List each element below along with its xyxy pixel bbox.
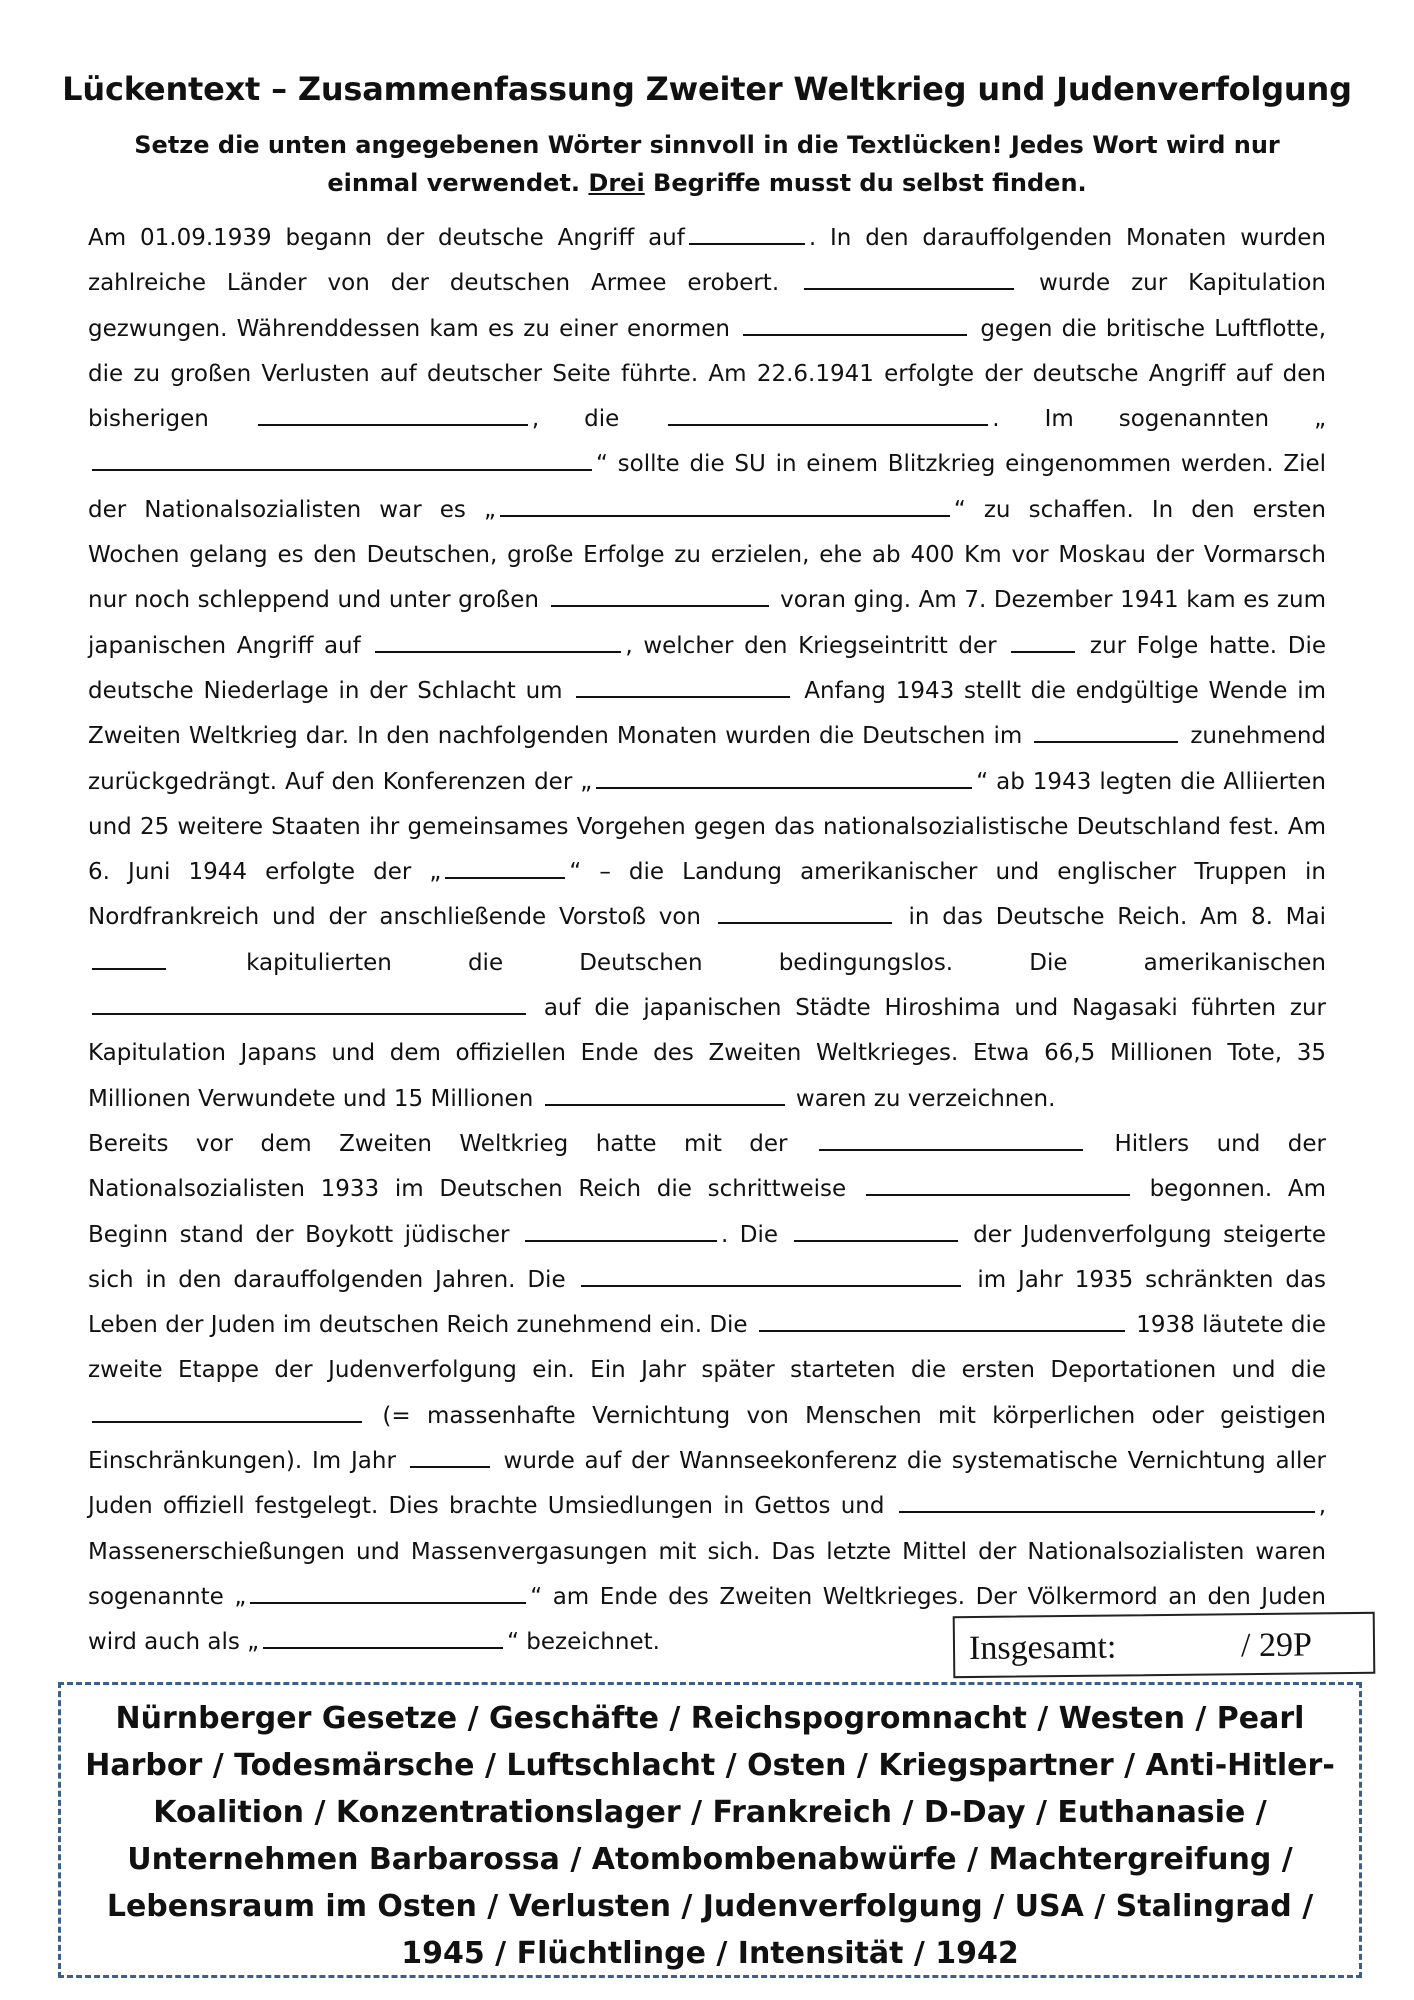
cloze-text bbox=[88, 216, 1326, 1666]
score-box[interactable] bbox=[953, 1612, 1376, 1678]
gap-19[interactable] bbox=[819, 1129, 1083, 1151]
gap-24[interactable] bbox=[759, 1310, 1125, 1332]
instructions bbox=[90, 126, 1324, 202]
gap-5[interactable] bbox=[668, 404, 988, 426]
gap-11[interactable] bbox=[576, 676, 790, 698]
text-segment: “ sollte die SU in einem Blitzkrieg eingenommen werden. Ziel der Nationalsozialisten war es „ bbox=[88, 451, 1326, 523]
score-points: / 29P bbox=[1240, 1626, 1313, 1665]
text-segment: wurde auf der Wannseekonferenz die systematische Vernichtung aller Juden offiziell festgelegt. Dies brachte Umsiedlungen in Gettos und bbox=[88, 1448, 1327, 1520]
gap-21[interactable] bbox=[525, 1220, 717, 1242]
gap-10[interactable] bbox=[1011, 631, 1075, 653]
text-segment: (= massenhafte Vernichtung von Menschen mit körperlichen oder geistigen Einschränkungen). Im Jahr bbox=[88, 1402, 1327, 1475]
text-segment: waren zu verzeichnen. bbox=[795, 1085, 1056, 1112]
paragraph-ww2 bbox=[88, 216, 1326, 1122]
text-segment: . Im sogenannten „ bbox=[992, 406, 1327, 433]
text-segment: , die bbox=[531, 406, 620, 433]
text-segment: 1938 läutete die zweite Etappe der Judenverfolgung ein. Ein Jahr später starteten die ersten Deportationen und die bbox=[88, 1312, 1327, 1384]
text-segment: , welcher den Kriegseintritt der bbox=[625, 632, 997, 659]
text-segment: zur Folge hatte. Die deutsche Niederlage in der Schlacht um bbox=[88, 632, 1326, 704]
text-segment: der Judenverfolgung steigerte sich in den darauffolgenden Jahren. Die bbox=[88, 1221, 1327, 1293]
worksheet-title: Lückentext – Zusammenfassung Zweiter Weltkrieg und Judenverfolgung bbox=[62, 70, 1352, 108]
gap-14[interactable] bbox=[445, 857, 565, 879]
instructions-part2: Begriffe musst du selbst finden. bbox=[653, 169, 1087, 197]
text-segment: “ am Ende des Zweiten Weltkrieges. Der Völkermord an den Juden wird auch als „ bbox=[88, 1583, 1326, 1656]
gap-22[interactable] bbox=[794, 1220, 958, 1242]
text-segment: “ zu schaffen. In den ersten Wochen gelang es den Deutschen, große Erfolge zu erzielen, ehe ab 400 Km vor Moskau der Vormarsch nur noch schleppend und unter großen bbox=[88, 496, 1327, 614]
gap-15[interactable] bbox=[718, 902, 892, 924]
text-segment: zunehmend zurückgedrängt. Auf den Konferenzen der „ bbox=[88, 723, 1327, 795]
gap-16[interactable] bbox=[92, 948, 166, 970]
gap-13[interactable] bbox=[596, 767, 972, 789]
text-segment: wurde zur Kapitulation gezwungen. Währenddessen kam es zu einer enormen bbox=[88, 270, 1327, 342]
gap-9[interactable] bbox=[375, 631, 621, 653]
text-segment: Anfang 1943 stellt die endgültige Wende im Zweiten Weltkrieg dar. In den nachfolgenden Monaten wurden die Deutschen im bbox=[88, 677, 1327, 750]
text-segment: Bereits vor dem Zweiten Weltkrieg hatte mit der bbox=[88, 1130, 788, 1157]
word-bank-list: Nürnberger Gesetze / Geschäfte / Reichspogromnacht / Westen / Pearl Harbor / Todesmärsche / Luftschlacht / Osten / Kriegspartner / Anti-Hitler-Koalition / Konzentrationslager / Frankreich / D-Day / Euthanasie / Unternehmen Barbarossa / Atombombenabwürfe / Machtergreifung / Lebensraum im Osten / Verlusten / Judenverfolgung / USA / Stalingrad / 1945 / Flüchtlinge / Intensität / 1942 bbox=[85, 1701, 1335, 1971]
gap-27[interactable] bbox=[899, 1491, 1315, 1513]
text-segment: in das Deutsche Reich. Am 8. Mai bbox=[908, 904, 1326, 931]
gap-1[interactable] bbox=[689, 223, 805, 245]
gap-18[interactable] bbox=[545, 1084, 785, 1106]
text-segment: voran ging. Am 7. Dezember 1941 kam es zum japanischen Angriff auf bbox=[88, 587, 1326, 659]
gap-29[interactable] bbox=[263, 1627, 503, 1649]
gap-17[interactable] bbox=[92, 993, 526, 1015]
instructions-part1: Setze die unten angegebenen Wörter sinnvoll in die Textlücken! Jedes Wort wird nur einmal verwendet. bbox=[134, 131, 1280, 197]
paragraph-persecution bbox=[88, 1122, 1326, 1666]
text-segment: . Die bbox=[720, 1221, 779, 1248]
gap-6[interactable] bbox=[92, 449, 592, 471]
text-segment: Am 01.09.1939 begann der deutsche Angriff auf bbox=[88, 225, 685, 251]
text-segment: , Massenerschießungen und Massenvergasungen mit sich. Das letzte Mittel der Nationalsozialisten waren sogenannte „ bbox=[88, 1493, 1327, 1610]
instructions-underlined-word: Drei bbox=[588, 169, 645, 197]
text-segment: Hitlers und der Nationalsozialisten 1933 im Deutschen Reich die schrittweise bbox=[88, 1130, 1327, 1203]
text-segment: kapitulierten die Deutschen bedingungslos. Die amerikanischen bbox=[246, 949, 1326, 976]
gap-12[interactable] bbox=[1034, 721, 1178, 743]
gap-3[interactable] bbox=[743, 314, 967, 336]
score-label: Insgesamt: bbox=[968, 1628, 1117, 1668]
text-segment: “ – die Landung amerikanischer und englischer Truppen in Nordfrankreich und der anschließende Vorstoß von bbox=[88, 859, 1327, 931]
text-segment: . In den darauffolgenden Monaten wurden zahlreiche Länder von der deutschen Armee erobert. bbox=[88, 225, 1327, 297]
gap-26[interactable] bbox=[410, 1446, 490, 1468]
gap-2[interactable] bbox=[804, 268, 1014, 290]
gap-23[interactable] bbox=[581, 1265, 961, 1287]
text-segment: begonnen. Am Beginn stand der Boykott jüdischer bbox=[88, 1176, 1326, 1248]
text-segment: “ bezeichnet. bbox=[507, 1629, 660, 1656]
gap-28[interactable] bbox=[250, 1582, 526, 1604]
gap-20[interactable] bbox=[866, 1174, 1130, 1196]
gap-8[interactable] bbox=[551, 585, 769, 607]
text-segment: auf die japanischen Städte Hiroshima und Nagasaki führten zur Kapitulation Japans und dem offiziellen Ende des Zweiten Weltkrieges. Etwa 66,5 Millionen Tote, 35 Millionen Verwundete und 15 Millionen bbox=[88, 995, 1326, 1112]
text-segment: gegen die britische Luftflotte, die zu großen Verlusten auf deutscher Seite führte. Am 22.6.1941 erfolgte der deutsche Angriff auf den bisherigen bbox=[88, 315, 1326, 433]
word-bank-box bbox=[58, 1682, 1362, 1978]
gap-7[interactable] bbox=[500, 495, 950, 517]
text-segment: “ ab 1943 legten die Alliierten und 25 weitere Staaten ihr gemeinsames Vorgehen gegen das nationalsozialistische Deutschland fest. Am 6. Juni 1944 erfolgte der „ bbox=[88, 768, 1326, 886]
gap-4[interactable] bbox=[258, 404, 528, 426]
gap-25[interactable] bbox=[92, 1401, 362, 1423]
text-segment: im Jahr 1935 schränkten das Leben der Juden im deutschen Reich zunehmend ein. Die bbox=[88, 1266, 1327, 1339]
